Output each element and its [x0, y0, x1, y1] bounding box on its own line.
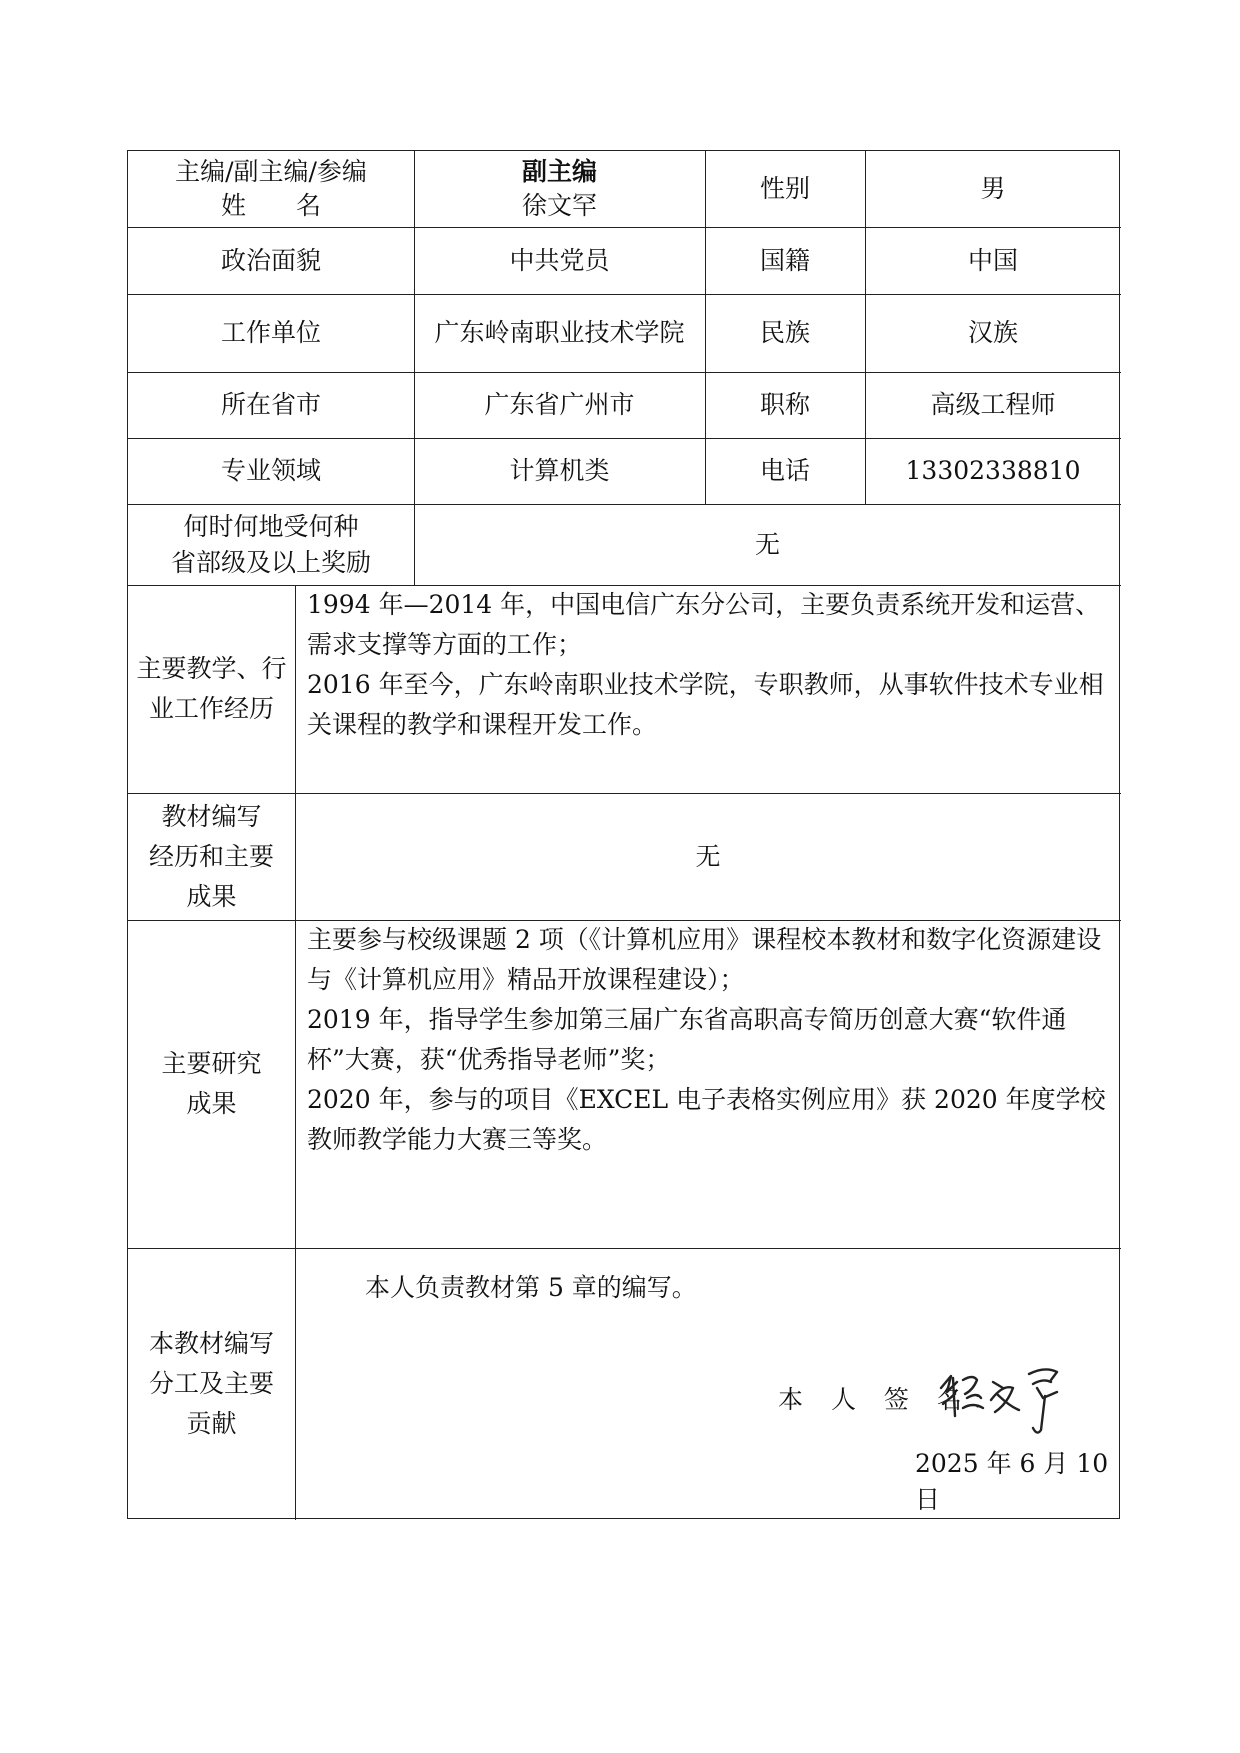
research-paragraph: 2020 年，参与的项目《EXCEL 电子表格实例应用》获 2020 年度学校教师教学能力大赛三等奖。 [307, 1085, 1106, 1154]
political-value: 中共党员 [509, 245, 610, 275]
experience-label-cell [128, 585, 295, 793]
experience-label-line2: 业工作经历 [148, 694, 274, 723]
experience-content [295, 585, 1121, 793]
division-content [295, 1248, 1121, 1520]
research-content [295, 920, 1121, 1248]
field-value: 计算机类 [509, 456, 610, 485]
division-label-cell [128, 1248, 295, 1520]
name-value-cell [414, 151, 705, 227]
textbook-label-cell [128, 793, 295, 920]
name-value: 徐文罕 [521, 191, 597, 220]
awards-value: 无 [754, 529, 780, 559]
political-label: 政治面貌 [220, 245, 321, 275]
textbook-label-line3: 成果 [186, 881, 237, 911]
info-form [127, 150, 1120, 1519]
phone-value: 13302338810 [905, 456, 1081, 485]
title-label: 职称 [759, 390, 810, 419]
title-value: 高级工程师 [930, 390, 1056, 419]
awards-label-cell [128, 504, 414, 585]
province-label: 所在省市 [220, 390, 321, 419]
awards-label-line1: 何时何地受何种 [183, 511, 359, 541]
role-value: 副主编 [521, 157, 597, 186]
textbook-value: 无 [695, 841, 721, 871]
experience-paragraph: 1994 年—2014 年，中国电信广东分公司，主要负责系统开发和运营、需求支撑等方面的工作； [307, 590, 1101, 659]
research-paragraph: 主要参与校级课题 2 项（《计算机应用》课程校本教材和数字化资源建设与《计算机应用》精品开放课程建设）； [307, 925, 1102, 994]
signature-date: 2025 年 6 月 10 日 [915, 1449, 1109, 1514]
phone-label: 电话 [759, 456, 810, 485]
experience-label-line1: 主要教学、行 [136, 654, 287, 683]
division-label-line1: 本教材编写 [148, 1329, 274, 1358]
division-text: 本人负责教材第 5 章的编写。 [365, 1273, 697, 1302]
textbook-label-line2: 经历和主要 [148, 841, 274, 871]
division-label-line3: 贡献 [186, 1409, 237, 1438]
awards-label-line2: 省部级及以上奖励 [170, 547, 371, 577]
research-paragraph: 2019 年，指导学生参加第三届广东省高职高专简历创意大赛“软件通杯”大赛，获“优秀指导老师”奖； [307, 1005, 1067, 1074]
experience-paragraph: 2016 年至今，广东岭南职业技术学院，专职教师，从事软件技术专业相关课程的教学和课程开发工作。 [307, 670, 1104, 739]
gender-label: 性别 [759, 174, 810, 203]
handwritten-signature [933, 1358, 1073, 1438]
role-name-label: 主编/副主编/参编 [175, 157, 367, 186]
research-label-line2: 成果 [186, 1089, 237, 1118]
gender-value: 男 [980, 174, 1006, 203]
nationality-label: 国籍 [759, 245, 810, 275]
workplace-value: 广东岭南职业技术学院 [434, 318, 685, 347]
workplace-label: 工作单位 [220, 318, 321, 347]
signature-label: 本 人 签 名： [778, 1385, 1007, 1414]
ethnicity-label: 民族 [759, 318, 810, 347]
name-label: 姓 名 [220, 191, 321, 220]
textbook-label-line1: 教材编写 [161, 801, 262, 831]
province-value: 广东省广州市 [484, 390, 635, 419]
name-label-cell [128, 151, 414, 227]
research-label-cell [128, 920, 295, 1248]
nationality-value: 中国 [967, 245, 1018, 275]
field-label: 专业领域 [220, 456, 321, 485]
ethnicity-value: 汉族 [967, 318, 1018, 347]
research-label-line1: 主要研究 [161, 1049, 262, 1078]
division-label-line2: 分工及主要 [148, 1369, 274, 1398]
